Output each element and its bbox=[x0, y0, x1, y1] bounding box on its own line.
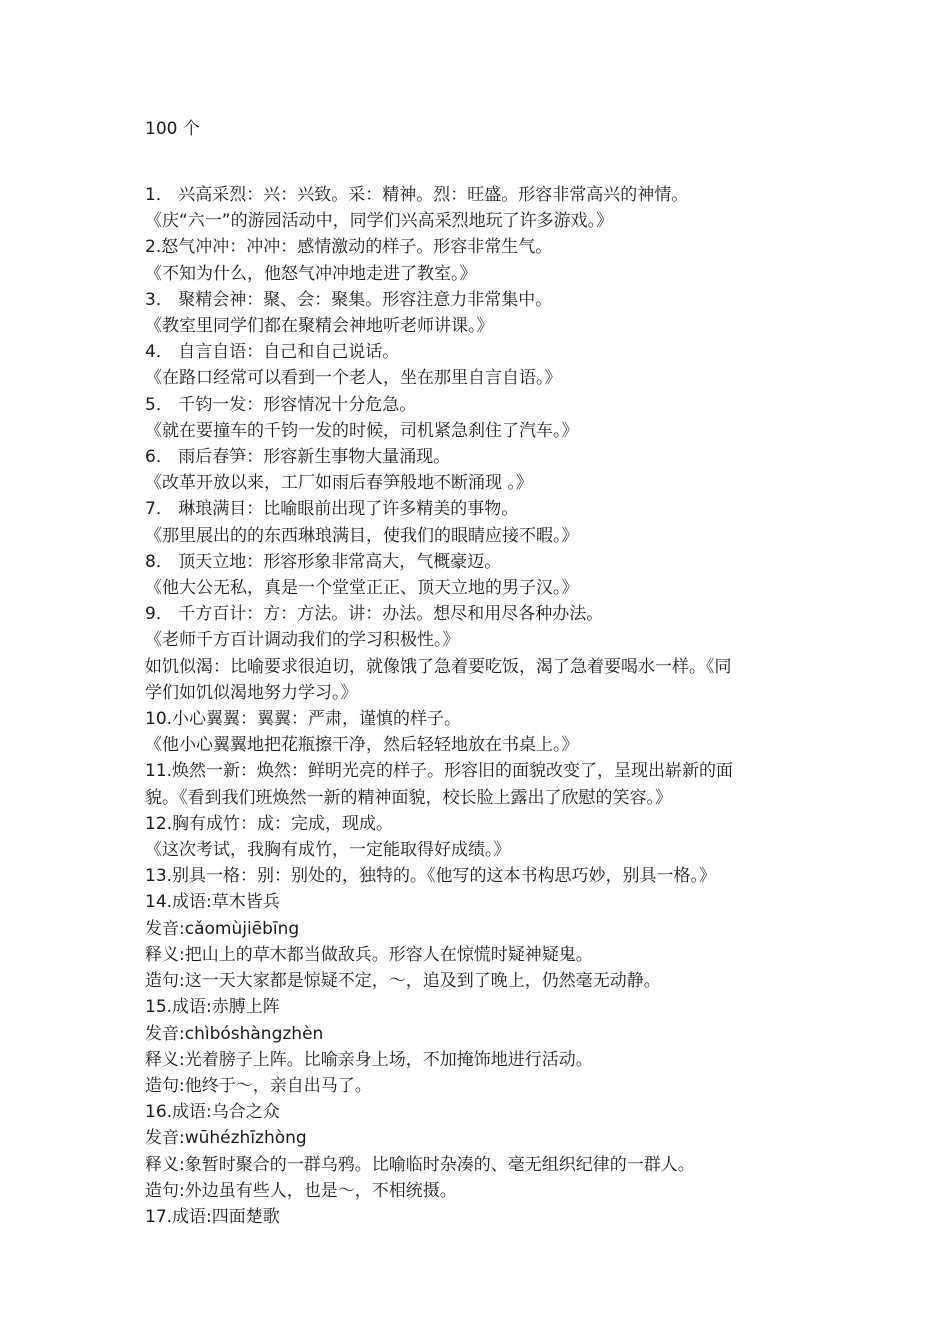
text-line: 《就在要撞车的千钧一发的时候，司机紧急刹住了汽车。》 bbox=[145, 420, 579, 441]
text-line: 《在路口经常可以看到一个老人，坐在那里自言自语。》 bbox=[145, 368, 562, 389]
text-line: 3． 聚精会神：聚、会：聚集。形容注意力非常集中。 bbox=[145, 289, 553, 310]
text-line: 发音:chìbóshàngzhèn bbox=[145, 1023, 324, 1044]
text-line: 貌。《看到我们班焕然一新的精神面貌，校长脸上露出了欣慰的笑容。》 bbox=[145, 787, 672, 808]
text-line: 7． 琳琅满目：比喻眼前出现了许多精美的事物。 bbox=[145, 499, 519, 520]
text-line: 释义:把山上的草木都当做敌兵。形容人在惊慌时疑神疑鬼。 bbox=[145, 944, 593, 965]
text-line: 《老师千方百计调动我们的学习积极性。》 bbox=[145, 630, 460, 651]
text-line: 15.成语:赤膊上阵 bbox=[145, 997, 280, 1018]
text-line: 《庆“六一”的游园活动中，同学们兴高采烈地玩了许多游戏。》 bbox=[145, 211, 614, 232]
text-line: 《不知为什么，他怒气冲冲地走进了教室。》 bbox=[145, 263, 477, 284]
text-line: 造句:外边虽有些人，也是～，不相统摄。 bbox=[145, 1180, 457, 1201]
text-line: 9． 千方百计：方：方法。讲：办法。想尽和用尽各种办法。 bbox=[145, 604, 604, 625]
text-line: 《这次考试，我胸有成竹，一定能取得好成绩。》 bbox=[145, 840, 511, 861]
text-line: 造句:他终于～，亲自出马了。 bbox=[145, 1075, 372, 1096]
text-line: 5． 千钧一发：形容情况十分危急。 bbox=[145, 394, 417, 415]
text-line: 发音:wūhézhīzhòng bbox=[145, 1128, 307, 1149]
text-line: 《教室里同学们都在聚精会神地听老师讲课。》 bbox=[145, 316, 494, 337]
text-line: 13.别具一格：别：别处的，独特的。《他写的这本书构思巧妙，别具一格。》 bbox=[145, 866, 717, 887]
text-line: 4． 自言自语：自己和自己说话。 bbox=[145, 342, 400, 363]
text-line: 2.怒气冲冲：冲冲：感情激动的样子。形容非常生气。 bbox=[145, 237, 553, 258]
text-line: 1． 兴高采烈：兴：兴致。采：精神。烈：旺盛。形容非常高兴的神情。 bbox=[145, 185, 689, 205]
document-title: 100 个 bbox=[145, 119, 200, 139]
text-line: 《那里展出的的东西琳琅满目，使我们的眼睛应接不暇。》 bbox=[145, 525, 579, 546]
text-line: 6． 雨后春笋：形容新生事物大量涌现。 bbox=[145, 447, 451, 468]
text-line: 《他大公无私，真是一个堂堂正正、顶天立地的男子汉。》 bbox=[145, 578, 579, 599]
document-content bbox=[145, 116, 825, 1230]
text-line: 11.焕然一新：焕然：鲜明光亮的样子。形容旧的面貌改变了，呈现出崭新的面 bbox=[145, 761, 734, 782]
text-line: 12.胸有成竹：成：完成，现成。 bbox=[145, 813, 394, 834]
text-line: 学们如饥似渴地努力学习。》 bbox=[145, 682, 358, 703]
text-line: 16.成语:乌合之众 bbox=[145, 1102, 280, 1123]
text-line: 释义:光着膀子上阵。比喻亲身上场，不加掩饰地进行活动。 bbox=[145, 1049, 593, 1070]
text-line: 造句:这一天大家都是惊疑不定，～，追及到了晚上，仍然毫无动静。 bbox=[145, 971, 661, 992]
text-line: 发音:cǎomùjiēbīng bbox=[145, 918, 300, 939]
text-line: 14.成语:草木皆兵 bbox=[145, 892, 280, 913]
document-lines bbox=[145, 182, 825, 1230]
text-line: 释义:象暂时聚合的一群乌鸦。比喻临时杂凑的、毫无组织纪律的一群人。 bbox=[145, 1154, 695, 1175]
text-line: 《改革开放以来，工厂如雨后春笋般地不断涌现 。》 bbox=[145, 473, 533, 494]
text-line: 如饥似渴：比喻要求很迫切，就像饿了急着要吃饭，渴了急着要喝水一样。《同 bbox=[145, 656, 732, 677]
text-line: 17.成语:四面楚歌 bbox=[145, 1206, 280, 1227]
text-line: 10.小心翼翼：翼翼：严肃，谨慎的样子。 bbox=[145, 709, 462, 730]
text-line: 8． 顶天立地：形容形象非常高大，气概豪迈。 bbox=[145, 551, 502, 572]
text-line: 《他小心翼翼地把花瓶擦干净，然后轻轻地放在书桌上。》 bbox=[145, 735, 579, 756]
